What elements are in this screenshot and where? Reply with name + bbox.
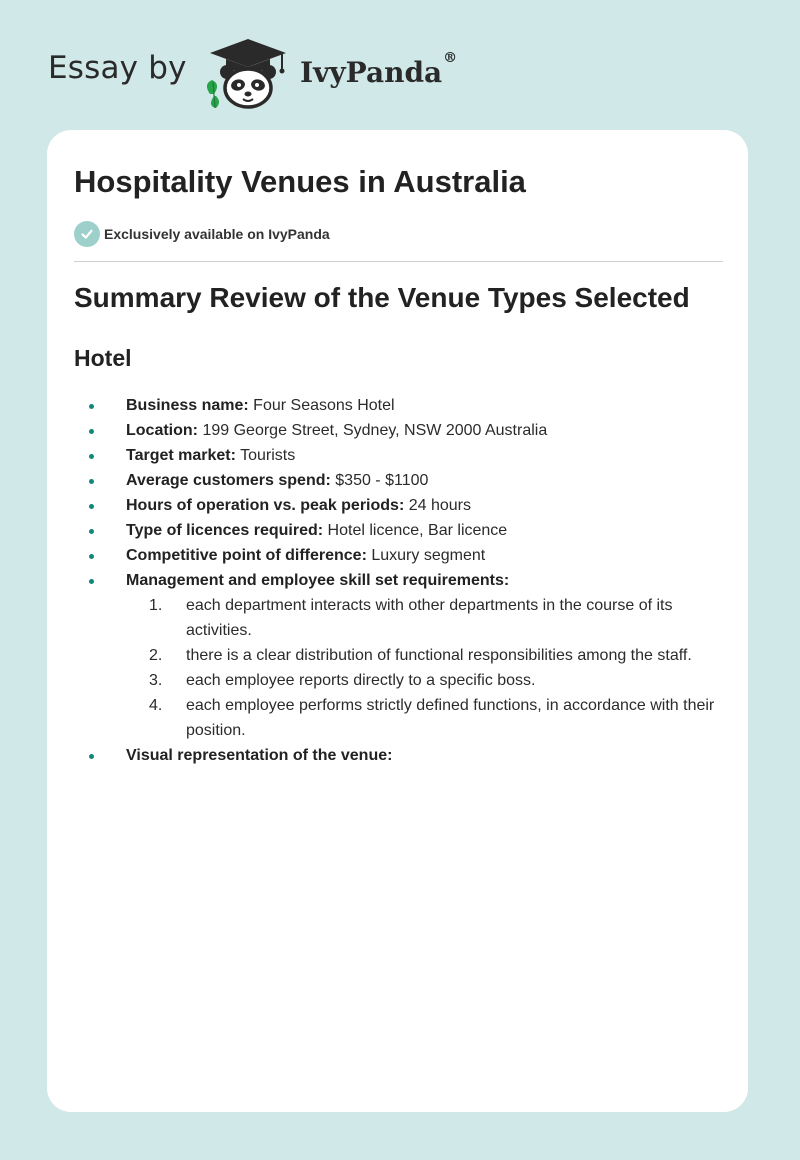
essay-card <box>47 130 748 1112</box>
detail-value: Hotel licence, Bar licence <box>327 522 508 539</box>
bullet-icon <box>89 529 94 534</box>
detail-item-average-spend <box>47 468 748 493</box>
venue-details-list <box>47 393 748 768</box>
bullet-icon <box>89 504 94 509</box>
bullet-icon <box>89 554 94 559</box>
brand-name[interactable]: IvyPanda® <box>300 50 458 89</box>
detail-item-licences <box>47 518 748 543</box>
site-header <box>48 36 468 112</box>
item-number: 3. <box>149 672 163 689</box>
numbered-item <box>126 668 748 693</box>
skill-requirements-list <box>126 593 748 743</box>
item-text: there is a clear distribution of functional responsibilities among the staff. <box>186 647 692 664</box>
bullet-icon <box>89 579 94 584</box>
detail-label: Target market: <box>126 447 236 464</box>
detail-value: 199 George Street, Sydney, NSW 2000 Australia <box>202 422 548 439</box>
detail-item-business-name <box>47 393 748 418</box>
detail-item-visual-representation <box>47 743 748 768</box>
exclusive-badge <box>74 221 330 247</box>
detail-label: Hours of operation vs. peak periods: <box>126 497 405 514</box>
bullet-icon <box>89 479 94 484</box>
detail-item-location <box>47 418 748 443</box>
panda-logo-icon[interactable] <box>202 36 294 110</box>
section-heading: Summary Review of the Venue Types Selected <box>74 282 690 313</box>
item-text: each department interacts with other departments in the course of its activities. <box>186 597 673 639</box>
detail-value: 24 hours <box>408 497 471 514</box>
detail-value: Luxury segment <box>371 547 486 564</box>
item-number: 2. <box>149 647 163 664</box>
detail-value: Tourists <box>240 447 296 464</box>
detail-item-hours <box>47 493 748 518</box>
subheading-hotel: Hotel <box>74 345 132 371</box>
bullet-icon <box>89 754 94 759</box>
bullet-icon <box>89 429 94 434</box>
numbered-item <box>126 593 748 643</box>
detail-label: Management and employee skill set requirements: <box>126 572 510 589</box>
check-circle-icon <box>74 221 100 247</box>
detail-label: Competitive point of difference: <box>126 547 367 564</box>
brand-prefix: Essay by <box>48 50 187 86</box>
detail-item-skill-requirements <box>47 568 748 743</box>
item-text: each employee performs strictly defined functions, in accordance with their position. <box>186 697 715 739</box>
detail-item-target-market <box>47 443 748 468</box>
divider <box>74 261 723 262</box>
item-text: each employee reports directly to a specific boss. <box>186 672 536 689</box>
item-number: 1. <box>149 597 163 614</box>
bullet-icon <box>89 454 94 459</box>
detail-label: Type of licences required: <box>126 522 324 539</box>
numbered-item <box>126 693 748 743</box>
detail-value: $350 - $1100 <box>335 472 429 489</box>
registered-mark: ® <box>443 50 458 66</box>
detail-label: Location: <box>126 422 198 439</box>
detail-label: Average customers spend: <box>126 472 331 489</box>
item-number: 4. <box>149 697 163 714</box>
numbered-item <box>126 643 748 668</box>
detail-value: Four Seasons Hotel <box>253 397 395 414</box>
bullet-icon <box>89 404 94 409</box>
detail-item-point-of-difference <box>47 543 748 568</box>
detail-label: Business name: <box>126 397 249 414</box>
exclusive-badge-text: Exclusively available on IvyPanda <box>104 226 330 242</box>
page-title: Hospitality Venues in Australia <box>74 164 526 199</box>
detail-label: Visual representation of the venue: <box>126 747 393 764</box>
